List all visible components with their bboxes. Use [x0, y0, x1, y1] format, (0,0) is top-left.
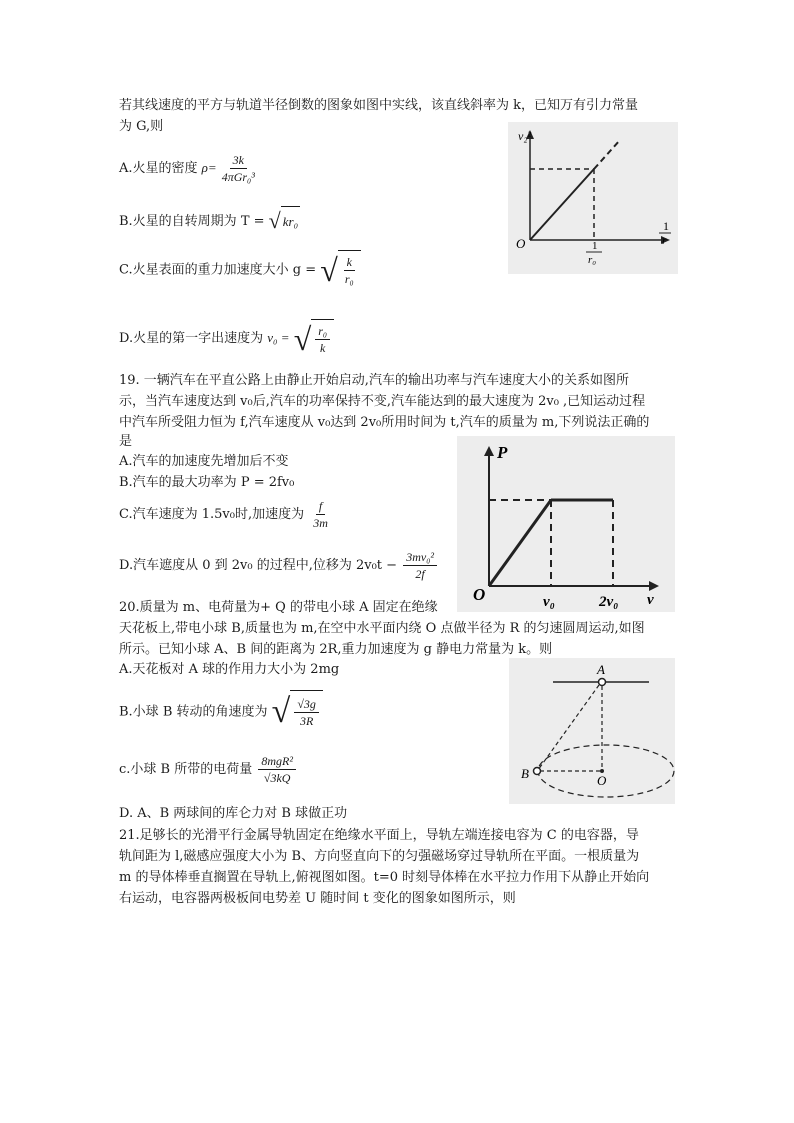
q18-tick-num: 1 [592, 240, 598, 252]
q21-stem-line-3: m 的导体棒垂直搁置在导轨上,俯视图如图。t=0 时刻导体棒在水平拉力作用下从静止开始向 [119, 870, 650, 885]
q18-option-c: C.火星表面的重力加速度大小 g = √ $\frac{k}{\text{r₀}}$ [119, 250, 361, 291]
q18-x-label-den: r [662, 233, 667, 247]
q19-stem-line-1: 19. 一辆汽车在平直公路上由静止开始启动,汽车的输出功率与汽车速度大小的关系如图所 [119, 373, 629, 388]
q19-x-arrow-icon [649, 581, 659, 591]
q18-option-b: B.火星的自转周期为 T = √ kr₀ [119, 206, 300, 237]
intro-line-2: 为 G,则 [119, 119, 164, 134]
q18-y-label: v₂² [518, 129, 532, 143]
q19-option-b: B.汽车的最大功率为 P = 2fv₀ [119, 475, 295, 490]
q19-option-a: A.汽车的加速度先增加后不变 [119, 454, 289, 469]
q19-stem-line-4: 是 [119, 434, 133, 449]
q19-rising-line [489, 500, 551, 586]
q18-x-label-num: 1 [663, 219, 669, 233]
q20-option-d: D. A、B 两球间的库仑力对 B 球做正功 [119, 806, 348, 821]
q18-origin-label: O [516, 236, 526, 251]
q19-option-d: D.汽车遮度从 0 到 2v₀ 的过程中,位移为 2v₀t − $\frac{\text{3mv₀²}}{2f}$ [119, 546, 439, 586]
q20-label-a: A [597, 662, 605, 677]
q18-dashed-extension [594, 140, 620, 169]
q19-y-arrow-icon [484, 446, 494, 456]
q19-stem-line-3: 中汽车所受阻力恒为 f,汽车速度从 v₀达到 2v₀所用时间为 t,汽车的质量为 m,下列说法正确的 [119, 415, 650, 430]
q21-stem-line-1: 21.足够长的光滑平行金属导轨固定在绝缘水平面上，导轨左端连接电容为 C 的电容器，导 [119, 828, 639, 843]
q18-option-d: D.火星的第一字出速度为 v₀ = √ $\frac{\text{r₀}}{k}$ [119, 318, 334, 359]
q19-tick-2v0: 2v₀ [599, 594, 619, 610]
q20-string-ab [538, 685, 599, 770]
q21-stem-line-2: 轨间距为 l,磁感应强度大小为 B、方向竖直向下的匀强磁场穿过导轨所在平面。一根质量为 [119, 849, 640, 864]
q20-option-b: B.小球 B 转动的角速度为 √ $\frac{√3g}{3R}$ [119, 690, 323, 735]
q18-graph-figure [508, 122, 678, 274]
q19-origin-label: O [473, 585, 486, 604]
q19-x-label: v [647, 592, 654, 608]
q19-graph-figure [457, 436, 675, 612]
q19-y-label: P [497, 443, 508, 462]
q18-option-a: A.火星的密度 ρ= $\frac{3k}{\text{4πGr₀³}}$ [119, 153, 255, 184]
intro-line-1: 若其线速度的平方与轨道半径倒数的图象如图中实线，该直线斜率为 k，已知万有引力常量 [119, 98, 639, 113]
q20-option-a: A.天花板对 A 球的作用力大小为 2mg [119, 662, 340, 677]
q20-diagram-figure [509, 658, 675, 804]
q19-tick-v0: v₀ [543, 594, 555, 610]
q20-stem-line-2: 天花板上,带电小球 B,质量也为 m,在空中水平面内绕 O 点做半径为 R 的匀速圆周运动,如图 [119, 621, 645, 636]
q19-option-c: C.汽车速度为 1.5v₀时,加速度为 $\frac{f}{3m}$ [119, 499, 328, 530]
q21-stem-line-4: 右运动，电容器两极板间电势差 U 随时间 t 变化的图象如图所示，则 [119, 891, 516, 906]
q18-tick-den: r₀ [588, 254, 597, 266]
q19-stem-line-2: 示，当汽车速度达到 v₀后,汽车的功率保持不变,汽车能达到的最大速度为 2v₀ ,已知运动过程 [119, 394, 646, 409]
q20-orbit [538, 745, 674, 797]
q20-label-b: B [521, 766, 529, 781]
q20-stem-line-3: 所示。已知小球 A、B 间的距离为 2R,重力加速度为 g 静电力常量为 k。则 [119, 642, 553, 657]
q20-ball-a [599, 679, 606, 686]
q20-option-c: c.小球 B 所带的电荷量 $\frac{\text{8mgR²}}{√3kQ}$ [119, 752, 298, 788]
q18-solid-line [530, 169, 594, 240]
q20-stem-line-1: 20.质量为 m、电荷量为+ Q 的带电小球 A 固定在绝缘 [119, 600, 438, 615]
q20-label-o: O [597, 773, 607, 788]
q20-ball-b [534, 768, 541, 775]
